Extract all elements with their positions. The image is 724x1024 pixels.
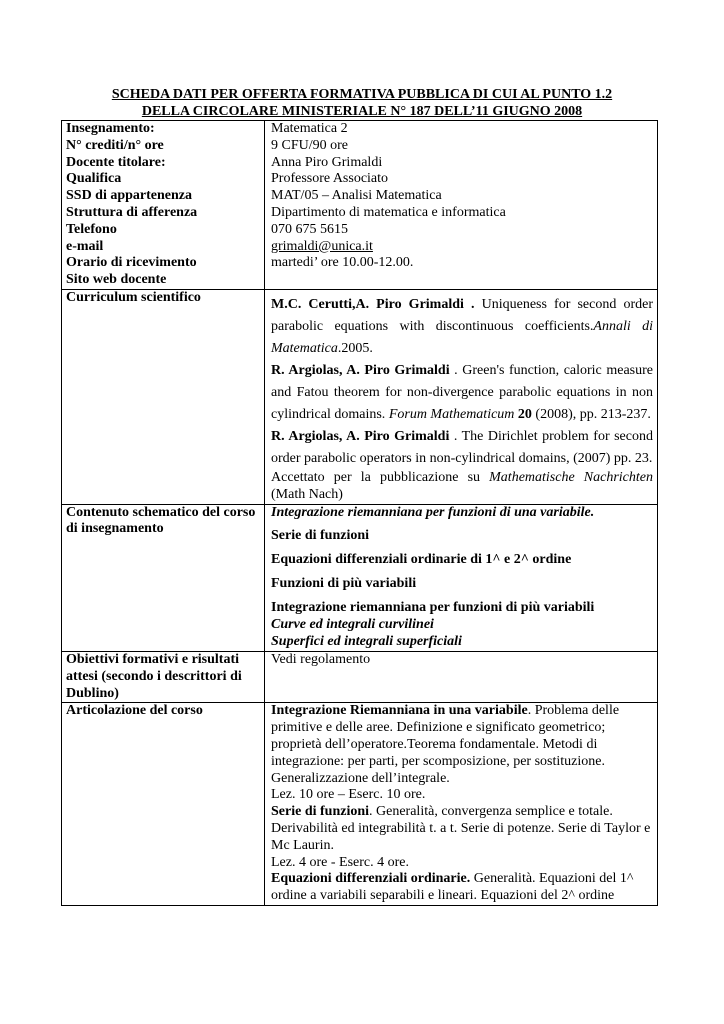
label-curriculum: Curriculum scientifico [62,289,265,504]
value-obiettivi: Vedi regolamento [265,651,658,702]
email-link[interactable]: grimaldi@unica.it [271,238,373,254]
value-qualifica: Professore Associato [271,171,389,187]
publication-3: R. Argiolas, A. Piro Grimaldi . The Dirichlet problem for second order parabolic operators in non-cylindrical domains, (2007) pp. 23. [271,428,653,466]
table-row-contenuto [62,504,658,651]
articolazione-cell [265,703,658,906]
articolazione-hours-2: Lez. 4 ore - Eserc. 4 ore. [271,854,409,870]
info-values-cell [265,121,658,290]
label-crediti: N° crediti/n° ore [66,137,164,153]
table-row-articolazione [62,703,658,906]
publication-2: R. Argiolas, A. Piro Grimaldi . Green's function, caloric measure and Fatou theorem for non-divergence parabolic equations in non cylindrical domains. Forum Mathematicum 20 (2008), pp. 213-237. [271,362,653,422]
publication-1: M.C. Cerutti,A. Piro Grimaldi . Uniqueness for second order parabolic equations with discontinuous coefficients.Annali di Matematica.2005. [271,296,653,356]
contenuto-item: Integrazione riemanniana per funzioni di più variabili [271,600,595,616]
contenuto-cell [265,504,658,651]
document-title-line1: SCHEDA DATI PER OFFERTA FORMATIVA PUBBLICA DI CUI AL PUNTO 1.2 [111,87,613,102]
label-articolazione: Articolazione del corso [62,703,265,906]
contenuto-item: Funzioni di più variabili [271,576,417,592]
label-ssd: SSD di appartenenza [66,188,193,204]
label-obiettivi: Obiettivi formativi e risultati attesi (secondo i descrittori di Dublino) [62,651,265,702]
label-insegnamento: Insegnamento: [66,121,155,136]
label-struttura: Struttura di afferenza [66,204,198,220]
label-qualifica: Qualifica [66,171,122,187]
articolazione-hours-1: Lez. 10 ore – Eserc. 10 ore. [271,787,426,803]
value-telefono: 070 675 5615 [271,221,348,237]
publication-note: Accettato per la pubblicazione su Mathematische Nachrichten (Math Nach) [271,469,653,502]
articolazione-section-2: Serie di funzioni. Generalità, convergenza semplice e totale. Derivabilità ed integrabilità t. a t. Serie di potenze. Serie di Taylor e Mc Laurin. [271,804,651,853]
table-row-obiettivi [62,651,658,702]
value-insegnamento: Matematica 2 [271,121,348,136]
info-labels-cell [62,121,265,290]
label-telefono: Telefono [66,221,117,237]
contenuto-item: Curve ed integrali curvilinei [271,617,434,633]
articolazione-section-3: Equazioni differenziali ordinarie. Generalità. Equazioni del 1^ ordine a variabili separabili e lineari. Equazioni del 2^ ordine [271,871,634,904]
curriculum-cell [265,289,658,504]
articolazione-section-1: Integrazione Riemanniana in una variabile. Problema delle primitive e delle aree. Definizione e significato geometrico; proprietà dell’operatore.Teorema fondamentale. Metodi di integrazione: per parti, per scomposizione, per sostituzione. Generalizzazione dell’integrale. [271,703,620,786]
course-data-table [61,120,658,906]
label-email: e-mail [66,238,104,254]
value-docente: Anna Piro Grimaldi [271,154,383,170]
contenuto-item: Serie di funzioni [271,528,370,544]
contenuto-item: Superfici ed integrali superficiali [271,634,462,650]
document-title-line2: DELLA CIRCOLARE MINISTERIALE N° 187 DELL’11 GIUGNO 2008 [141,104,583,119]
label-contenuto: Contenuto schematico del corso di insegnamento [62,504,265,651]
table-row-info [62,121,658,290]
label-docente: Docente titolare: [66,154,166,170]
contenuto-item: Integrazione riemanniana per funzioni di una variabile. [271,504,595,520]
value-orario: martedi’ ore 10.00-12.00. [271,255,414,271]
value-ssd: MAT/05 – Analisi Matematica [271,188,442,204]
table-row-curriculum [62,289,658,504]
contenuto-item: Equazioni differenziali ordinarie di 1^ e 2^ ordine [271,552,572,568]
label-orario: Orario di ricevimento [66,255,197,271]
label-sito: Sito web docente [66,272,167,288]
value-crediti: 9 CFU/90 ore [271,137,348,153]
value-struttura: Dipartimento di matematica e informatica [271,204,506,220]
